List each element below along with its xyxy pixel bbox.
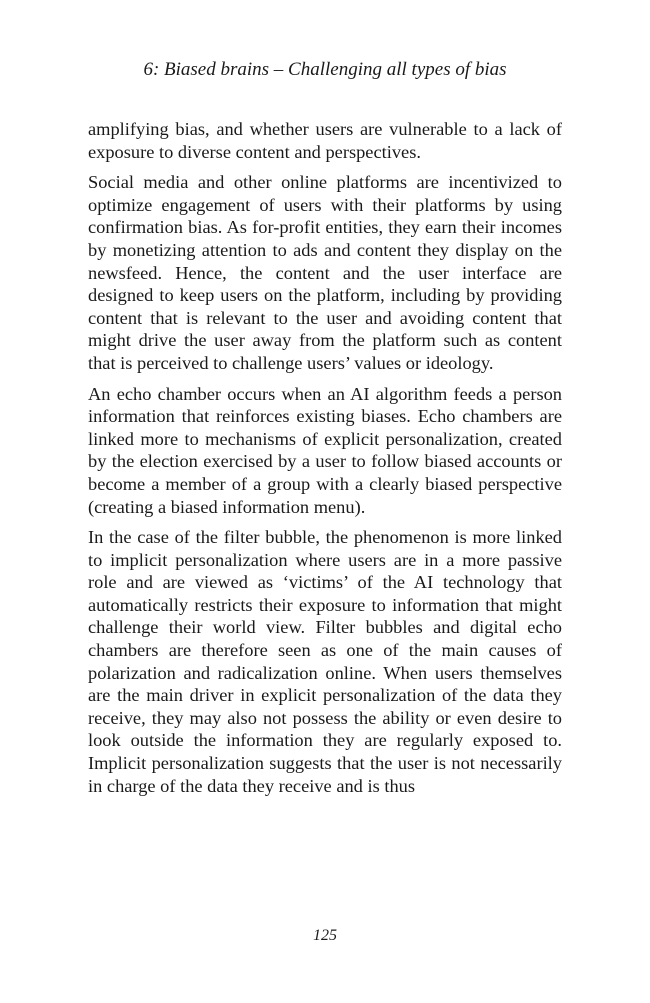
body-text (88, 118, 562, 805)
page-number: 125 (313, 927, 337, 944)
paragraph: An echo chamber occurs when an AI algorithm feeds a person information that reinforces existing biases. Echo chambers are linked more to mechanisms of explicit personalization, created by the election exercised by a user to follow biased accounts or become a member of a group with a clearly biased perspective (creating a biased information menu). (88, 383, 562, 517)
running-header: 6: Biased brains – Challenging all types of bias (143, 59, 507, 80)
paragraph: Social media and other online platforms are incentivized to optimize engagement of users with their platforms by using confirmation bias. As for-profit entities, they earn their incomes by monetizing attention to ads and content they display on the newsfeed. Hence, the content and the user interface are designed to keep users on the platform, including by providing content that is relevant to the user and avoiding content that might drive the user away from the platform such as content that is perceived to challenge users’ values or ideology. (88, 172, 562, 373)
paragraph: amplifying bias, and whether users are vulnerable to a lack of exposure to diverse content and perspectives. (88, 119, 562, 162)
paragraph: In the case of the filter bubble, the phenomenon is more linked to implicit personalization where users are in a more passive role and are viewed as ‘victims’ of the AI technology that automatically restricts their exposure to information that might challenge their world view. Filter bubbles and digital echo chambers are therefore seen as one of the main causes of polarization and radicalization online. When users themselves are the main driver in explicit personalization of the data they receive, they may also not possess the ability or even desire to look outside the information they are regularly exposed to. Implicit personalization suggests that the user is not necessarily in charge of the data they receive and is thus (88, 527, 562, 796)
